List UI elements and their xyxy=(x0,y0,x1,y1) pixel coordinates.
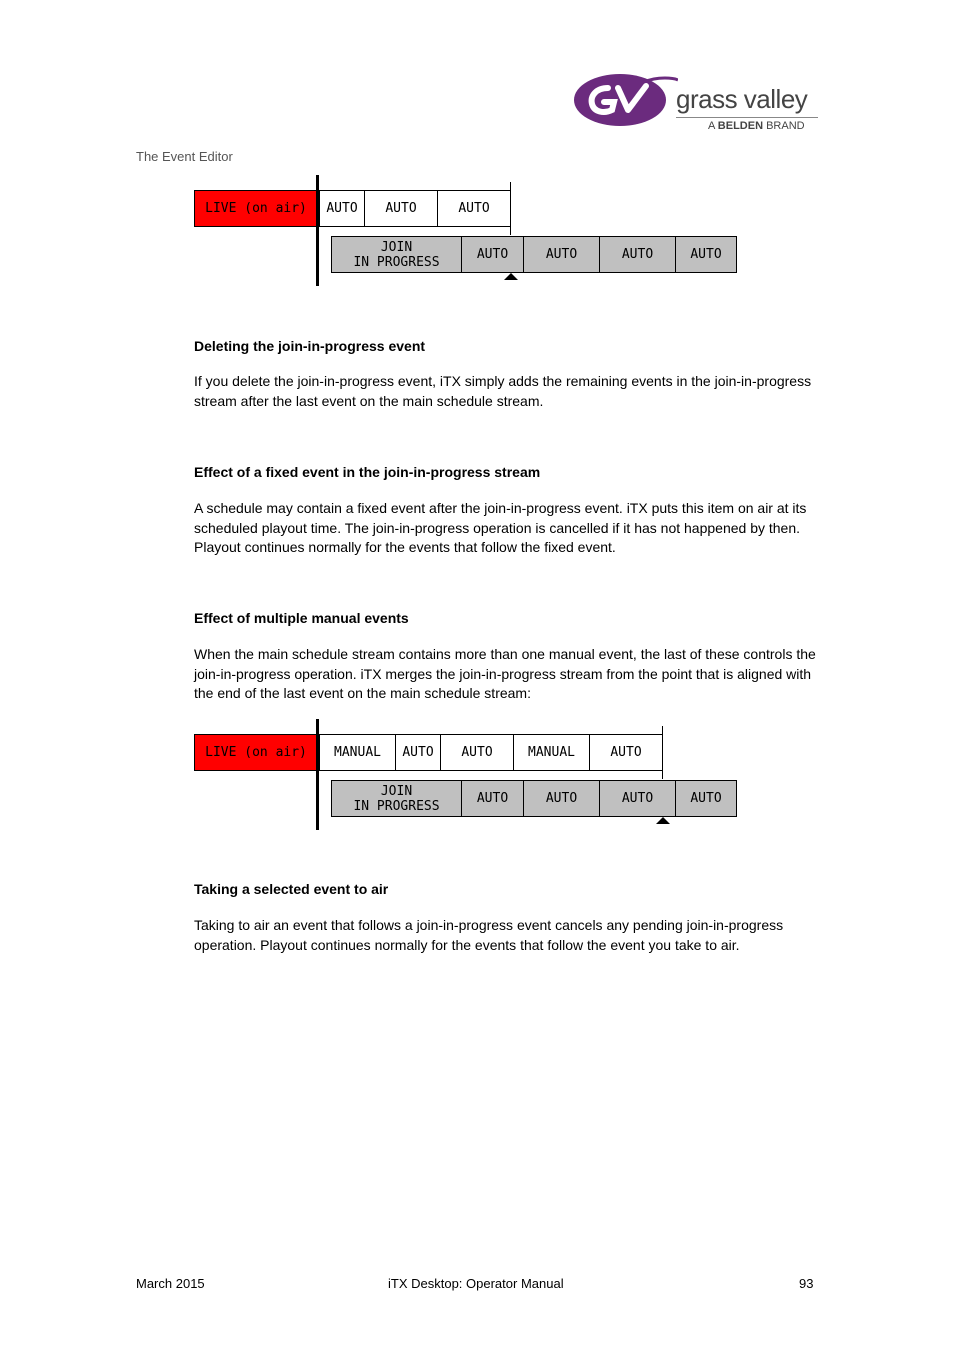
jip-stream-event: AUTO xyxy=(523,236,600,273)
section-heading: Effect of a fixed event in the join-in-progress stream xyxy=(194,464,541,480)
join-in-progress-event: JOIN IN PROGRESS xyxy=(331,780,462,817)
join-in-progress-diagram-2 xyxy=(194,719,754,831)
main-event: AUTO xyxy=(395,734,441,771)
logo-tagline: A BELDEN BRAND xyxy=(708,120,805,132)
live-on-air-event: LIVE (on air) xyxy=(194,734,318,771)
main-event: AUTO xyxy=(364,190,438,227)
grass-valley-logo xyxy=(574,70,824,136)
main-event: AUTO xyxy=(437,190,511,227)
logo-wordmark: grass valley xyxy=(676,84,808,114)
footer-title: iTX Desktop: Operator Manual xyxy=(388,1276,564,1291)
jip-stream-event: AUTO xyxy=(599,236,676,273)
merge-point-arrow-icon xyxy=(656,817,670,824)
section-heading: Deleting the join-in-progress event xyxy=(194,338,426,354)
section-body: A schedule may contain a fixed event after the join-in-progress event. iTX puts this item on air at its scheduled playout time. The join-in-progress operation is cancelled if it has not happened by then. Playout continues normally for the events that follow the fixed event. xyxy=(194,500,807,556)
section-body: Taking to air an event that follows a join-in-progress event cancels any pending join-in-progress operation. Playout continues normally for the events that follow the event you take to air. xyxy=(194,917,784,953)
merge-point-arrow-icon xyxy=(504,273,518,280)
jip-stream-event: AUTO xyxy=(523,780,600,817)
section-header: The Event Editor xyxy=(136,149,233,164)
grass-valley-gv-logo-icon xyxy=(574,72,678,132)
jip-stream-event: AUTO xyxy=(675,780,737,817)
main-event: AUTO xyxy=(319,190,365,227)
jip-stream-event: AUTO xyxy=(599,780,676,817)
join-in-progress-event: JOIN IN PROGRESS xyxy=(331,236,462,273)
main-event: AUTO xyxy=(440,734,514,771)
live-on-air-event: LIVE (on air) xyxy=(194,190,318,227)
section-heading: Taking a selected event to air xyxy=(194,881,389,897)
main-event: MANUAL xyxy=(513,734,590,771)
section-body: When the main schedule stream contains more than one manual event, the last of these controls the join-in-progress operation. iTX merges the join-in-progress stream from the point that is aligned with the end of the last event on the main schedule stream: xyxy=(194,646,816,702)
jip-stream-event: AUTO xyxy=(461,780,524,817)
section-heading: Effect of multiple manual events xyxy=(194,610,409,626)
jip-stream-event: AUTO xyxy=(675,236,737,273)
main-event: MANUAL xyxy=(319,734,396,771)
section-body: If you delete the join-in-progress event, iTX simply adds the remaining events in the join-in-progress stream after the last event on the main schedule stream. xyxy=(194,373,812,409)
page-number: 93 xyxy=(799,1276,814,1291)
jip-stream-event: AUTO xyxy=(461,236,524,273)
main-event: AUTO xyxy=(589,734,663,771)
footer-date: March 2015 xyxy=(136,1276,205,1291)
join-in-progress-diagram-1 xyxy=(194,175,754,287)
